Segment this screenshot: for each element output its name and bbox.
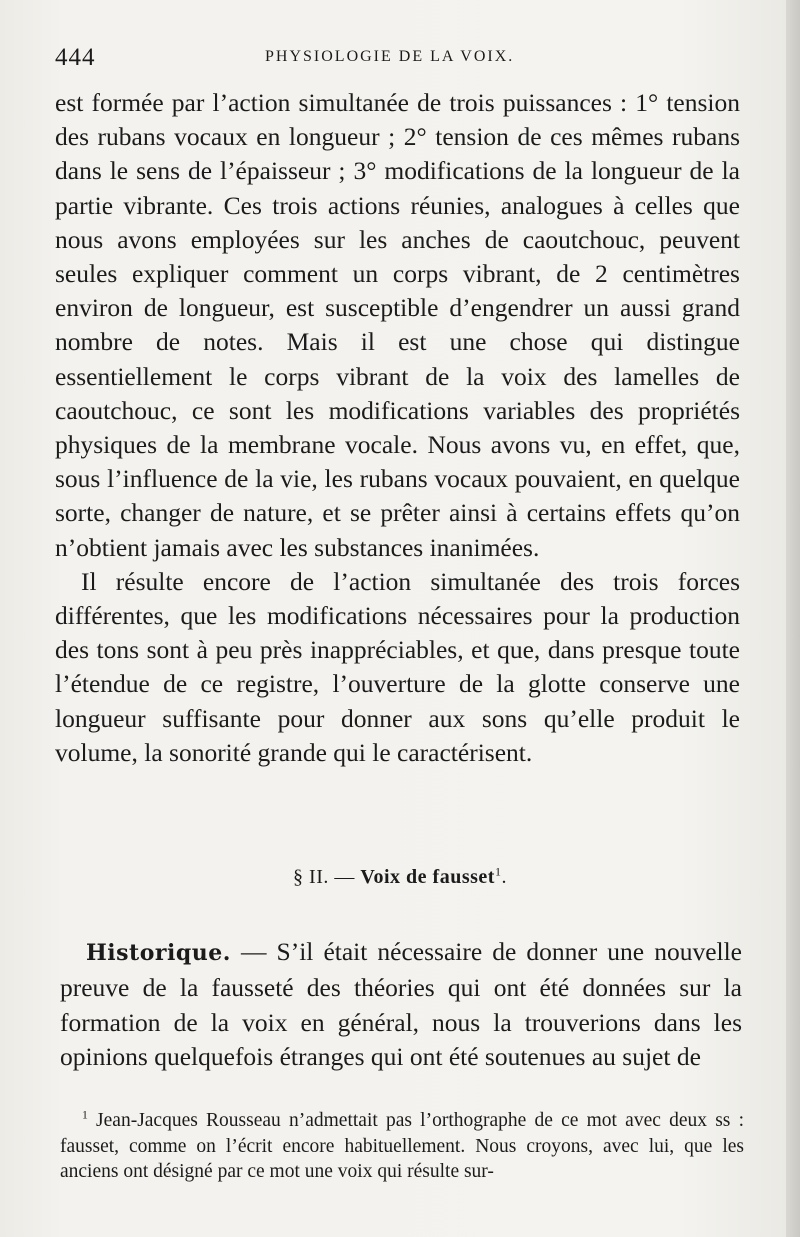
- section-number: § II.: [293, 866, 329, 888]
- footnote-reference: 1: [494, 864, 502, 879]
- historique-section: [60, 935, 742, 1075]
- running-head: PHYSIOLOGIE DE LA VOIX.: [265, 48, 515, 65]
- footnote-paragraph: [60, 1108, 744, 1185]
- historique-paragraph: [60, 935, 742, 1075]
- page-number: 444: [55, 44, 96, 71]
- historique-lead: Historique.: [86, 940, 231, 966]
- historique-text: — S’il était nécessaire de donner une nouvelle preuve de la fausseté des théories qui ont été données sur la formation de la voix en général, nous la trouverions dans les opinions quelquefois étranges qui ont été soutenues au sujet de: [60, 937, 742, 1072]
- paragraph-continued: est formée par l’action simultanée de trois puissances : 1° tension des rubans vocaux en longueur ; 2° tension de ces mêmes rubans dans le sens de l’épaisseur ; 3° modifications de la longueur de la partie vibrante. Ces trois actions réunies, analogues à celles que nous avons employées sur les anches de caoutchouc, peuvent seules expliquer comment un corps vibrant, de 2 centimètres environ de longueur, est susceptible d’engendrer un aussi grand nombre de notes. Mais il est une chose qui distingue essentiellement le corps vibrant de la voix des lamelles de caoutchouc, ce sont les modifications variables des propriétés physiques de la membrane vocale. Nous avons vu, en effet, que, sous l’influence de la vie, les rubans vocaux pouvaient, en quelque sorte, changer de nature, et se prêter ainsi à certains effets qu’on n’obtient jamais avec les substances inanimées.: [55, 88, 740, 562]
- footnote-text: Jean-Jacques Rousseau n’admettait pas l’orthographe de ce mot avec deux ss : fausset, comme on l’écrit encore habituellement. Nous croyons, avec lui, que les anciens ont désigné par ce mot une voix qui résulte sur-: [60, 1110, 744, 1182]
- section-title-end: .: [501, 866, 507, 888]
- paragraph: Il résulte encore de l’action simultanée des trois forces différentes, que les modifications nécessaires pour la production des tons sont à peu près inappréciables, et que, dans presque toute l’étendue de ce registre, l’ouverture de la glotte conserve une longueur suffisante pour donner aux sons qu’elle produit le volume, la sonorité grande qui le caractérisent.: [55, 566, 740, 767]
- main-text: [55, 86, 740, 770]
- footnote: [60, 1108, 744, 1185]
- page-edge-shadow: [786, 0, 800, 1237]
- section-title-text: Voix de fausset: [360, 866, 495, 888]
- section-dash: —: [334, 866, 355, 888]
- page-header: [55, 38, 745, 74]
- section-heading: [0, 866, 800, 889]
- footnote-mark: 1: [82, 1108, 88, 1122]
